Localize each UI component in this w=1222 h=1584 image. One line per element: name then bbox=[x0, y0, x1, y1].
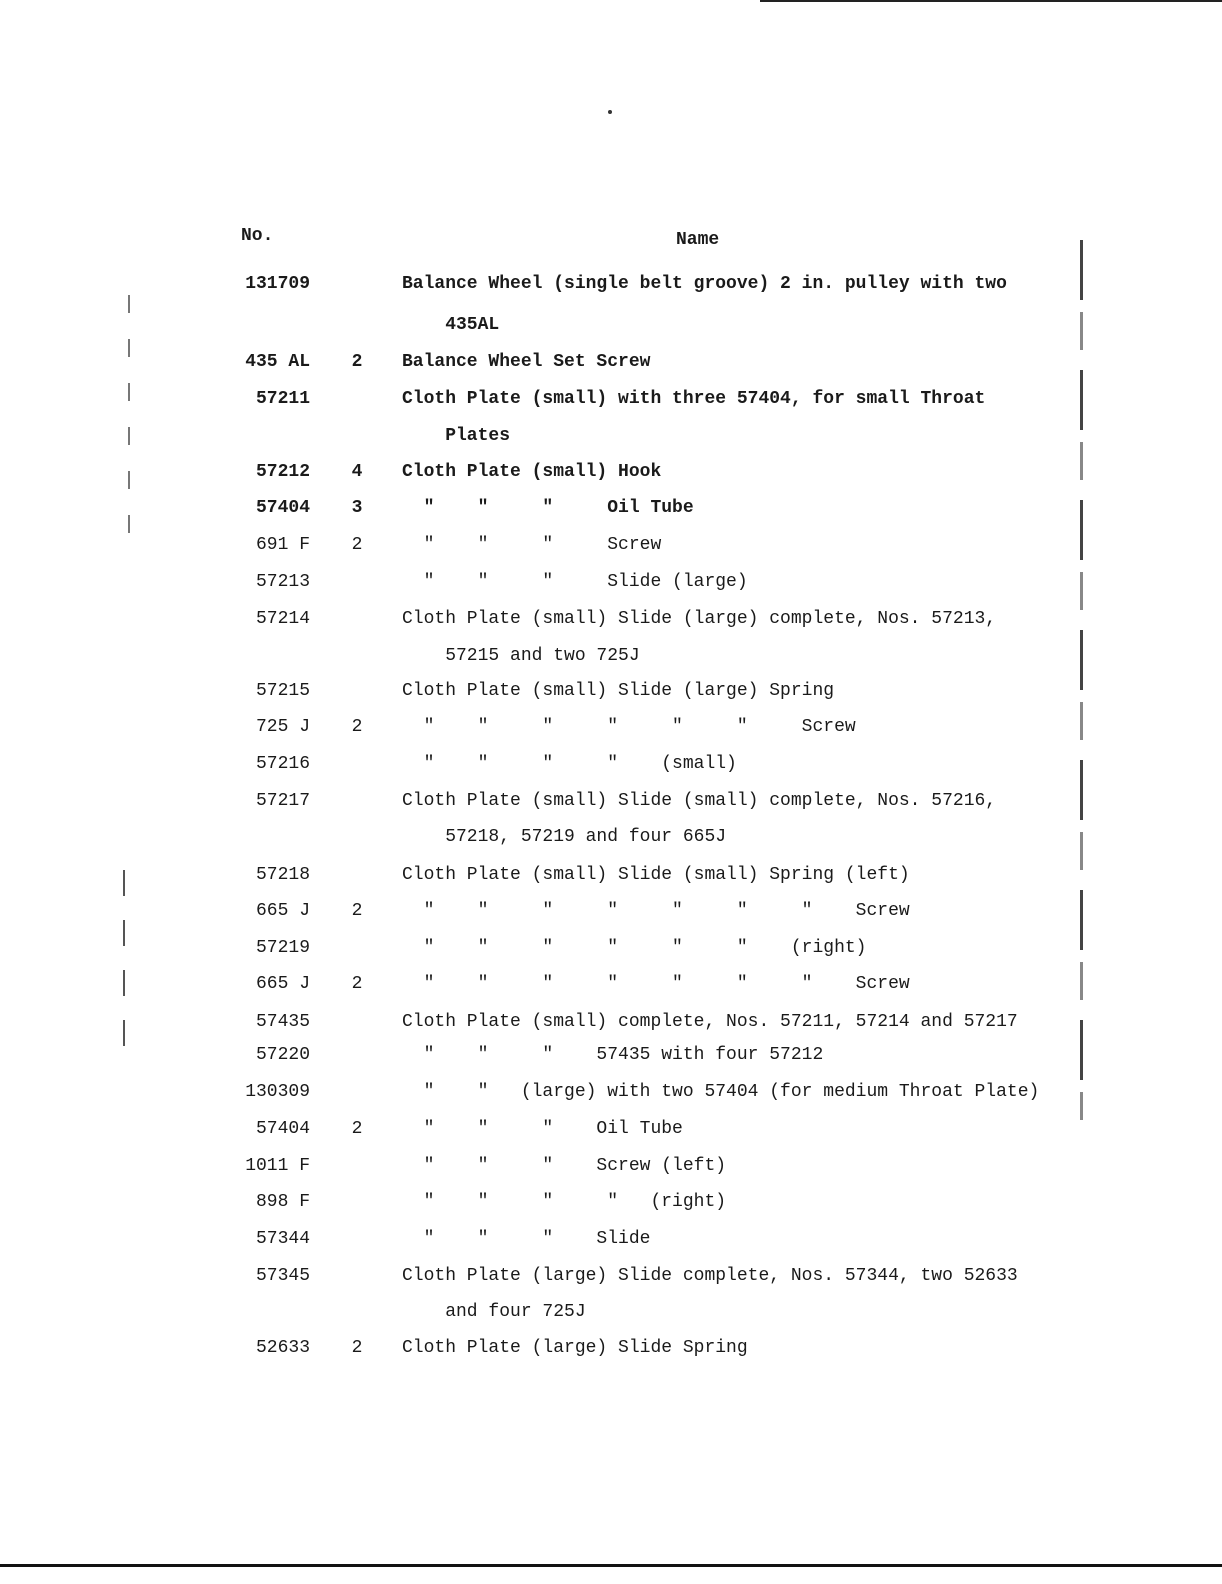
part-number: 725 J bbox=[255, 717, 310, 737]
part-name: 57215 and two 725J bbox=[402, 646, 640, 666]
scan-border-bottom bbox=[0, 1564, 1222, 1567]
column-header-no: No. bbox=[241, 226, 274, 246]
part-name: Cloth Plate (large) Slide Spring bbox=[402, 1338, 748, 1358]
part-number: 57435 bbox=[255, 1012, 310, 1032]
part-number: 57212 bbox=[255, 462, 310, 482]
table-row bbox=[0, 496, 1222, 520]
part-number: 691 F bbox=[255, 535, 310, 555]
part-name: " " " Screw bbox=[402, 535, 662, 555]
part-number: 57404 bbox=[255, 498, 310, 518]
part-name: Cloth Plate (small) complete, Nos. 57211, 57214 and 57217 bbox=[402, 1012, 1018, 1032]
part-name: Cloth Plate (small) Slide (small) Spring (left) bbox=[402, 865, 910, 885]
part-number: 57344 bbox=[255, 1229, 310, 1249]
quantity: 2 bbox=[351, 717, 363, 737]
scan-border-top bbox=[760, 0, 1222, 2]
part-name: " " " " " " (right) bbox=[402, 938, 867, 958]
table-row bbox=[0, 350, 1222, 374]
part-name: Balance Wheel Set Screw bbox=[402, 352, 651, 372]
part-number: 57220 bbox=[255, 1045, 310, 1065]
part-number: 57404 bbox=[255, 1119, 310, 1139]
part-number: 130309 bbox=[245, 1082, 310, 1102]
part-number: 57216 bbox=[255, 754, 310, 774]
part-name: Cloth Plate (large) Slide complete, Nos. 57344, two 52633 bbox=[402, 1266, 1018, 1286]
table-row bbox=[0, 1264, 1222, 1288]
part-number: 898 F bbox=[255, 1192, 310, 1212]
part-name: Cloth Plate (small) Hook bbox=[402, 462, 662, 482]
part-number: 665 J bbox=[255, 901, 310, 921]
table-row bbox=[0, 936, 1222, 960]
part-name: " " " " (small) bbox=[402, 754, 737, 774]
table-row bbox=[0, 570, 1222, 594]
part-number: 57215 bbox=[255, 681, 310, 701]
table-row bbox=[0, 644, 1222, 668]
part-number: 57219 bbox=[255, 938, 310, 958]
part-name: Plates bbox=[402, 426, 511, 446]
scan-speck bbox=[608, 110, 612, 114]
table-row bbox=[0, 863, 1222, 887]
part-number: 57214 bbox=[255, 609, 310, 629]
part-name: Cloth Plate (small) Slide (small) complete, Nos. 57216, bbox=[402, 791, 997, 811]
part-name: " " " " " " " Screw bbox=[402, 974, 910, 994]
part-number: 435 AL bbox=[245, 352, 310, 372]
part-number: 57345 bbox=[255, 1266, 310, 1286]
table-row bbox=[0, 424, 1222, 448]
table-row bbox=[0, 1336, 1222, 1360]
part-name: " " " Oil Tube bbox=[402, 1119, 683, 1139]
table-row bbox=[0, 607, 1222, 631]
part-name: " " (large) with two 57404 (for medium Throat Plate) bbox=[402, 1082, 1040, 1102]
part-name: Cloth Plate (small) Slide (large) Spring bbox=[402, 681, 835, 701]
column-header-name: Name bbox=[676, 230, 720, 250]
table-row bbox=[0, 533, 1222, 557]
part-number: 57217 bbox=[255, 791, 310, 811]
table-row bbox=[0, 387, 1222, 411]
part-name: " " " Oil Tube bbox=[402, 498, 694, 518]
part-number: 131709 bbox=[245, 274, 310, 294]
part-name: " " " " " " " Screw bbox=[402, 901, 910, 921]
table-row bbox=[0, 1117, 1222, 1141]
part-name: Cloth Plate (small) Slide (large) complete, Nos. 57213, bbox=[402, 609, 997, 629]
part-name: Cloth Plate (small) with three 57404, for small Throat bbox=[402, 389, 986, 409]
part-number: 1011 F bbox=[245, 1156, 310, 1176]
quantity: 2 bbox=[351, 1119, 363, 1139]
quantity: 4 bbox=[351, 462, 363, 482]
part-name: " " " " (right) bbox=[402, 1192, 727, 1212]
table-row bbox=[0, 1227, 1222, 1251]
part-number: 52633 bbox=[255, 1338, 310, 1358]
table-row bbox=[0, 752, 1222, 776]
part-name: " " " Slide bbox=[402, 1229, 651, 1249]
part-name: 57218, 57219 and four 665J bbox=[402, 827, 727, 847]
table-row bbox=[0, 972, 1222, 996]
part-number: 57218 bbox=[255, 865, 310, 885]
table-row bbox=[0, 1154, 1222, 1178]
part-number: 57213 bbox=[255, 572, 310, 592]
table-row bbox=[0, 715, 1222, 739]
quantity: 2 bbox=[351, 901, 363, 921]
part-name: " " " " " " Screw bbox=[402, 717, 856, 737]
table-row bbox=[0, 789, 1222, 813]
table-row bbox=[0, 1300, 1222, 1324]
table-row bbox=[0, 1190, 1222, 1214]
table-row bbox=[0, 1010, 1222, 1034]
table-row bbox=[0, 679, 1222, 703]
quantity: 2 bbox=[351, 352, 363, 372]
table-row bbox=[0, 1080, 1222, 1104]
quantity: 2 bbox=[351, 974, 363, 994]
table-row bbox=[0, 272, 1222, 296]
part-name: " " " Screw (left) bbox=[402, 1156, 727, 1176]
part-name: and four 725J bbox=[402, 1302, 586, 1322]
part-name: " " " 57435 with four 57212 bbox=[402, 1045, 824, 1065]
part-name: Balance Wheel (single belt groove) 2 in. pulley with two bbox=[402, 274, 1007, 294]
part-number: 665 J bbox=[255, 974, 310, 994]
part-number: 57211 bbox=[255, 389, 310, 409]
part-name: 435AL bbox=[402, 315, 500, 335]
table-row bbox=[0, 460, 1222, 484]
table-row bbox=[0, 313, 1222, 337]
part-name: " " " Slide (large) bbox=[402, 572, 748, 592]
table-row bbox=[0, 825, 1222, 849]
table-row bbox=[0, 1043, 1222, 1067]
quantity: 2 bbox=[351, 535, 363, 555]
table-row bbox=[0, 899, 1222, 923]
quantity: 2 bbox=[351, 1338, 363, 1358]
quantity: 3 bbox=[351, 498, 363, 518]
